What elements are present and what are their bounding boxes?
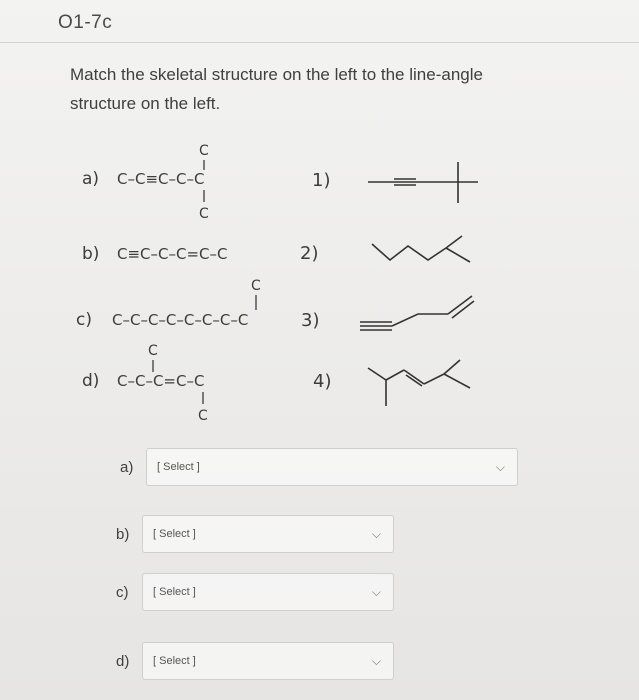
- answer-b-select[interactable]: [142, 515, 394, 553]
- answer-d-label: d): [116, 652, 130, 670]
- line-angle-structure-3-icon: [360, 296, 474, 330]
- structure-b-chain: C≡C–C–C=C–C: [117, 245, 228, 263]
- option-3-label: 3): [301, 310, 320, 331]
- structure-b-label: b): [82, 244, 100, 264]
- chevron-down-icon: ⌵: [371, 585, 381, 599]
- question-id: O1-7c: [58, 12, 113, 33]
- answer-c-label: c): [116, 583, 129, 601]
- answer-d-placeholder: [ Select ]: [153, 655, 196, 667]
- chevron-down-icon: ⌵: [371, 527, 381, 541]
- structure-c-chain: C–C–C–C–C–C–C–C: [112, 311, 249, 329]
- line-angle-structure-4-icon: [368, 360, 470, 406]
- answer-a-select[interactable]: [146, 448, 518, 486]
- option-1-label: 1): [312, 170, 331, 191]
- question-prompt: Match the skeletal structure on the left to the line-angle structure on the left.: [70, 65, 483, 113]
- structure-d-bottom-carbon: C: [198, 408, 208, 424]
- line-angle-structure-1-icon: [368, 162, 478, 203]
- structure-d-chain: C–C–C=C–C: [117, 372, 205, 390]
- answer-a-placeholder: [ Select ]: [157, 461, 200, 473]
- answer-selects: [0, 440, 639, 700]
- structure-c-top-carbon: C: [251, 278, 261, 294]
- answer-a-label: a): [120, 458, 134, 476]
- structure-a-top-carbon: C: [199, 143, 209, 159]
- answer-c-select[interactable]: [142, 573, 394, 611]
- structure-a-bottom-carbon: C: [199, 206, 209, 222]
- structure-d-top-carbon: C: [148, 343, 158, 359]
- structure-d-label: d): [82, 371, 100, 391]
- option-4-label: 4): [313, 371, 332, 392]
- answer-d-select[interactable]: [142, 642, 394, 680]
- structure-c-label: c): [76, 310, 92, 330]
- chevron-down-icon: ⌵: [495, 460, 505, 474]
- structure-a-chain: C–C≡C–C–C: [117, 170, 205, 188]
- answer-b-placeholder: [ Select ]: [153, 528, 196, 540]
- answer-row-c: [116, 573, 394, 611]
- answer-row-d: [116, 642, 394, 680]
- answer-row-b: [116, 515, 394, 553]
- option-2-label: 2): [300, 243, 319, 264]
- answer-b-label: b): [116, 525, 130, 543]
- chevron-down-icon: ⌵: [371, 654, 381, 668]
- answer-c-placeholder: [ Select ]: [153, 586, 196, 598]
- answer-row-a: [120, 448, 518, 486]
- structure-a-label: a): [82, 169, 100, 189]
- line-angle-structure-2-icon: [372, 236, 470, 262]
